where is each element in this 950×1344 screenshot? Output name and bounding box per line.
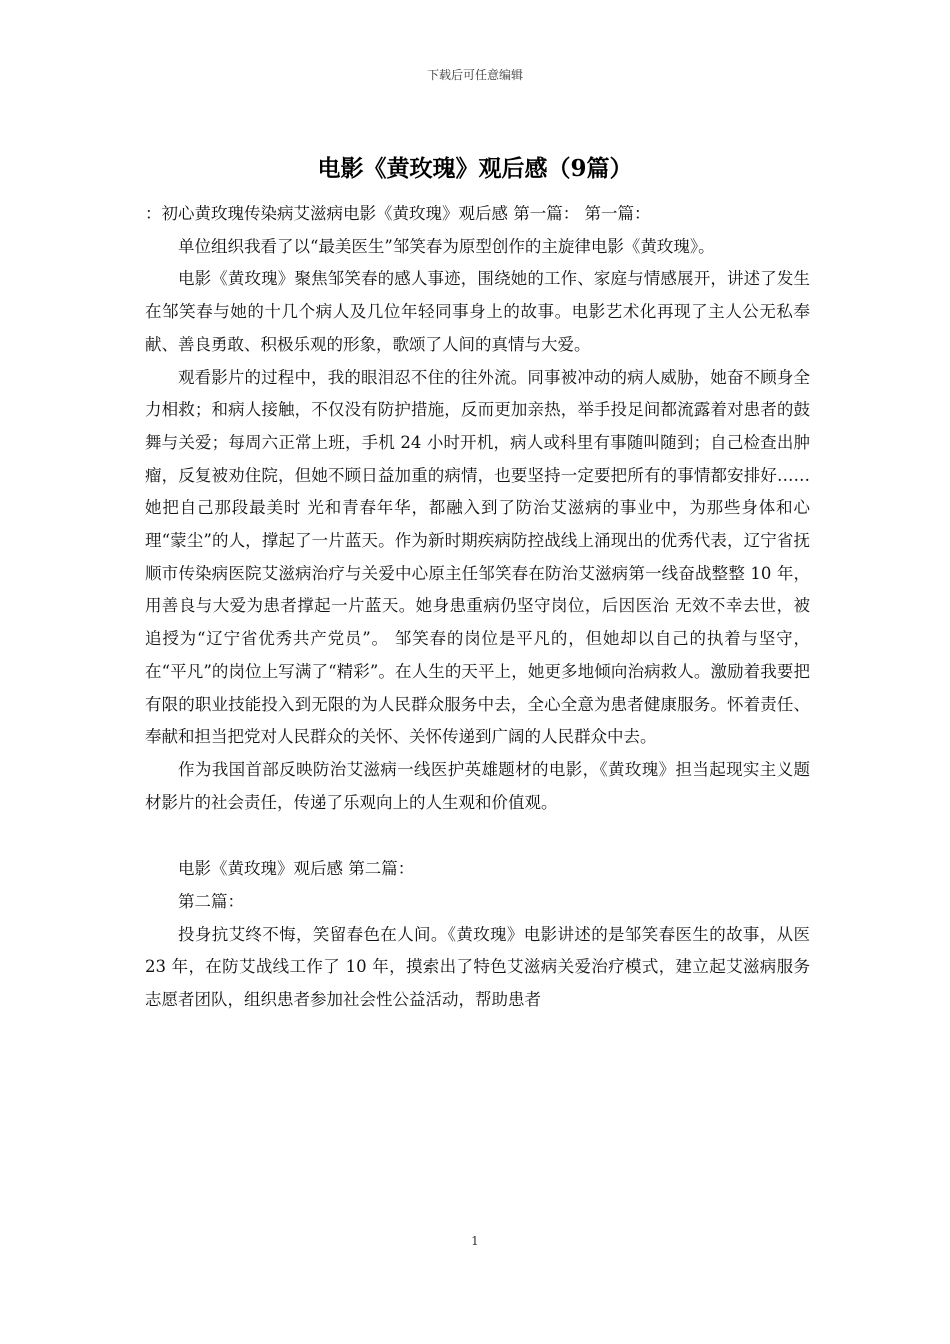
page-header: 下载后可任意编辑 <box>426 68 523 82</box>
document-title: 电影《黄玫瑰》观后感（9篇） <box>317 155 633 182</box>
page-number: 1 <box>471 1234 479 1248</box>
document-body <box>145 198 810 1017</box>
section-2-heading: 电影《黄玫瑰》观后感 第二篇： <box>178 859 415 879</box>
section-gap <box>145 819 810 853</box>
paragraph-2: 电影《黄玫瑰》聚焦邹笑春的感人事迹，围绕她的工作、家庭与情感展开，讲述了发生在邹笑春与她的十几个病人及几位年轻同事身上的故事。电影艺术化再现了主人公无私奉献、善良勇敢、积极乐观的形象，歌颂了人间的真情与大爱。 <box>145 269 810 354</box>
paragraph-4: 作为我国首部反映防治艾滋病一线医护英雄题材的电影，《黄玫瑰》担当起现实主义题材影片的社会责任，传递了乐观向上的人生观和价值观。 <box>145 759 810 812</box>
paragraph-3: 观看影片的过程中，我的眼泪忍不住的往外流。同事被冲动的病人威胁，她奋不顾身全力相救；和病人接触，不仅没有防护措施，反而更加亲热，举手投足间都流露着对患者的鼓舞与关爱；每周六正常上班，手机 24 小时开机，病人或科里有事随叫随到；自己检查出肿瘤，反复被劝住院，但她不顾日益加重的病情，也要坚持一定要把所有的事情都安排好……她把自己那段最美时 光和青春年华，都融入到了防治艾滋病的事业中，为那些身体和心理“蒙尘”的人，撑起了一片蓝天。作为新时期疾病防控战线上涌现出的优秀代表，辽宁省抚顺市传染病医院艾滋病治疗与关爱中心原主任邹笑春在防治艾滋病第一线奋战整整 10 年，用善良与大爱为患者撑起一片蓝天。她身患重病仍坚守岗位，后因医治 无效不幸去世，被追授为“辽宁省优秀共产党员”。 邹笑春的岗位是平凡的，但她却以自己的执着与坚守，在“平凡”的岗位上写满了“精彩”。在人生的天平上，她更多地倾向治病救人。激励着我要把有限的职业技能投入到无限的为人民群众服务中去，全心全意为患者健康服务。怀着责任、奉献和担当把党对人民群众的关怀、关怀传递到广阔的人民群众中去。 <box>145 367 810 747</box>
section-2-paragraph: 投身抗艾终不悔，笑留春色在人间。《黄玫瑰》电影讲述的是邹笑春医生的故事，从医 23 年，在防艾战线工作了 10 年，摸索出了特色艾滋病关爱治疗模式，建立起艾滋病服务志愿者团队，组织患者参加社会性公益活动，帮助患者 <box>145 924 810 1010</box>
paragraph-1: 单位组织我看了以“最美医生”邹笑春为原型创作的主旋律电影《黄玫瑰》。 <box>178 236 715 256</box>
intro-line: ：初心黄玫瑰传染病艾滋病电影《黄玫瑰》观后感 第一篇： 第一篇： <box>145 204 651 223</box>
section-2-label: 第二篇： <box>178 892 244 912</box>
